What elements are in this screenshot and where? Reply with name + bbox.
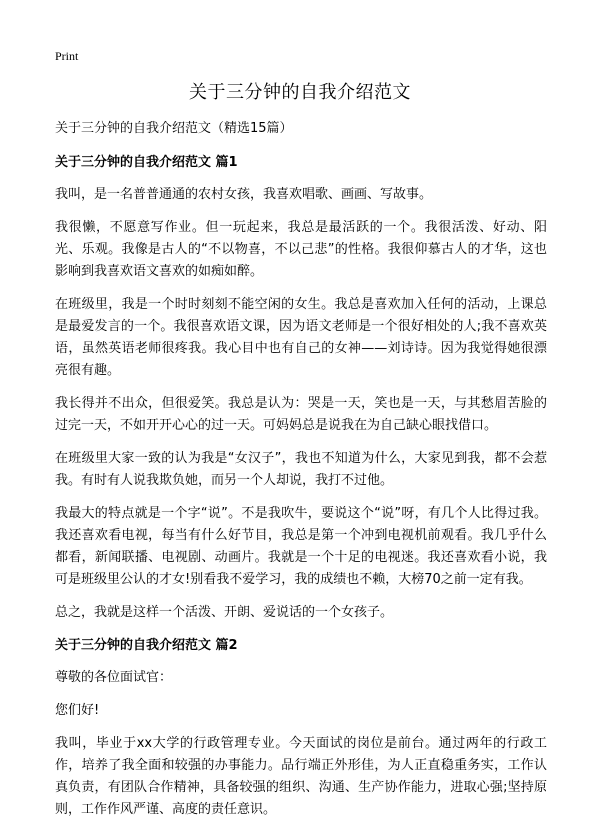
- paragraph: 总之，我就是这样一个活泼、开朗、爱说话的一个女孩子。: [55, 605, 394, 620]
- paragraph: 在班级里，我是一个时时刻刻不能空闲的女生。我总是喜欢加入任何的活动，上课总是最爱发言的一个。我很喜欢语文课，因为语文老师是一个很好相处的人;我不喜欢英语，虽然英语老师很疼我。我心目中也有自己的女神——刘诗诗。因为我觉得她很漂亮很有趣。: [55, 297, 547, 378]
- paragraph: 我最大的特点就是一个字“说”。不是我吹牛，要说这个“说”呀，有几个人比得过我。我还喜欢看电视，每当有什么好节目，我总是第一个冲到电视机前观看。我几乎什么都看，新闻联播、电视剧、动画片。我就是一个十足的电视迷。我还喜欢看小说，我可是班级里公认的才女!别看我不爱学习，我的成绩也不赖，大榜70之前一定有我。: [55, 506, 547, 587]
- print-link[interactable]: Print: [55, 49, 79, 63]
- section-heading: 关于三分钟的自我介绍范文 篇1: [55, 155, 238, 170]
- document-body: [55, 118, 547, 832]
- page-title: 关于三分钟的自我介绍范文: [189, 82, 411, 103]
- paragraph: 尊敬的各位面试官：: [55, 670, 173, 685]
- paragraph: 我长得并不出众，但很爱笑。我总是认为：哭是一天，笑也是一天，与其愁眉苦脸的过完一天，不如开开心心的过一天。可妈妈总是说我在为自己缺心眼找借口。: [55, 396, 547, 433]
- paragraph: 在班级里大家一致的认为我是“女汉子”，我也不知道为什么，大家见到我，都不会惹我。有时有人说我欺负她，而另一个人却说，我打不过他。: [55, 451, 547, 488]
- paragraph: 我叫，是一名普普通通的农村女孩，我喜欢唱歌、画画、写故事。: [55, 187, 433, 202]
- paragraph: 您们好!: [55, 703, 100, 718]
- paragraph: 我很懒，不愿意写作业。但一玩起来，我总是最活跃的一个。我很活泼、好动、阳光、乐观。我像是古人的“不以物喜，不以己悲”的性格。我很仰慕古人的才华，这也影响到我喜欢语文喜欢的如痴如醉。: [55, 220, 547, 279]
- paragraph: 我叫，毕业于xx大学的行政管理专业。今天面试的岗位是前台。通过两年的行政工作，培养了我全面和较强的办事能力。品行端正外形佳，为人正直稳重务实，工作认真负责，有团队合作精神，具备较强的组织、沟通、生产协作能力，进取心强;坚持原则，工作作风严谨、高度的责任意识。: [55, 736, 547, 817]
- section-heading: 关于三分钟的自我介绍范文 篇2: [55, 638, 238, 653]
- document-subtitle: 关于三分钟的自我介绍范文（精选15篇）: [55, 121, 293, 136]
